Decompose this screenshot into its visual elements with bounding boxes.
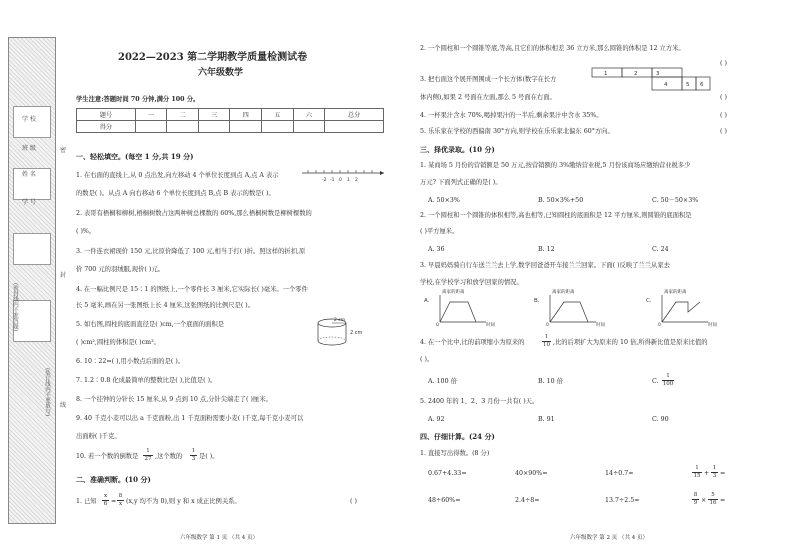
seal-mark-1: 密 [60, 147, 67, 154]
calc-fraction [692, 465, 702, 480]
fraction-numerator: 1 [662, 373, 674, 381]
net-face-label: 4 [664, 82, 668, 88]
fraction-numerator: 1 [191, 448, 196, 454]
judge-q1-text: (x,y 均不为 0),则 y 和 x 成正比例关系。 [126, 498, 241, 505]
judge-q1-prefix: 1. 已知 [76, 498, 97, 505]
page-1-footer: 六年级数学 第 1 页 （共 4 页） [180, 535, 258, 541]
net-face-label: 6 [700, 82, 704, 88]
number-line-figure [300, 164, 386, 184]
seal-mark-3: 线 [60, 402, 67, 409]
cube-net-figure [590, 66, 715, 92]
fraction-denominator: 9 [693, 500, 698, 506]
q3-line-b: 价 700 元的羽绒服,现价( )元。 [76, 266, 164, 273]
judge-q1-answer-box[interactable]: ( ) [350, 498, 357, 505]
q3-line-a: 3. 一件连衣裙现价 150 元,比原价降低了 100 元,相当于打( )折。照这样的折扣,原 [76, 248, 306, 255]
graph-b-ylabel: 离家的距离 [552, 290, 575, 295]
score-input-cell[interactable] [262, 121, 294, 133]
fraction-numerator: 1 [542, 334, 551, 342]
cylinder-diameter-label: 2 cm [334, 318, 346, 323]
fraction-denominator: 6 [103, 501, 108, 507]
score-table-header-row [77, 109, 384, 121]
choice-q2-line-a: 2. 一个圆柱和一个圆锥的体积相等,高也相等,已知圆柱的底面积是 12 平方厘米,则圆锥的底面积是 [420, 212, 692, 219]
choice-q4-option-a[interactable]: A. 100 倍 [428, 378, 457, 385]
graph-b-xlabel: 时间 [596, 323, 605, 328]
net-face-label: 2 [634, 71, 638, 77]
q10-fraction-2 [190, 448, 197, 463]
judge-q2-answer-box[interactable]: ( ) [720, 60, 727, 67]
page-subtitle: 六年级数学 [198, 68, 244, 78]
fraction-denominator: 100 [662, 381, 674, 387]
fraction-denominator: x [118, 501, 123, 507]
score-input-cell[interactable] [293, 121, 325, 133]
q8-line: 8. 一个挂钟的分针长 15 厘米,从 9 点到 10 点,分针尖端走了( )厘米。 [76, 396, 272, 403]
cylinder-figure [312, 316, 382, 348]
choice-q4-line-b: ( )。 [420, 356, 434, 363]
label-name: 姓 名 [22, 171, 36, 178]
graph-a-curve [440, 302, 476, 322]
graph-c-origin: 0 [658, 323, 661, 328]
score-cell: 题号 [77, 109, 136, 121]
q4-line-a: 4. 在一幅比例尺是 15∶1 的图纸上,一个零件长 3 厘米,它实际长( )毫米。一个零件 [76, 286, 308, 293]
score-cell: 三 [198, 109, 230, 121]
score-cell: 二 [167, 109, 199, 121]
net-face-label: 1 [604, 71, 608, 77]
q1-line-a: 1. 在右面的直线上,从 0 点出发,向左移动 4 个单位长度到点 A,点 A 表示 [76, 172, 279, 179]
calc-item: 14÷0.7= [605, 470, 634, 477]
choice-q1-option-c[interactable]: C. 50－50×3% [652, 197, 699, 204]
q10-prefix: 10. 若一个数的倒数是 [76, 453, 139, 460]
choice-q1-line-b: 万元? 下面列式正确的是( )。 [420, 179, 502, 186]
graph-a-origin: 0 [436, 323, 439, 328]
choice-q2-option-a[interactable]: A. 36 [428, 246, 445, 253]
fraction-denominator: 15 [693, 473, 701, 479]
choice-q4-option-c-fraction [662, 373, 674, 388]
fraction-denominator: 27 [144, 456, 152, 462]
graph-a-label: A. [424, 298, 430, 304]
calc-fraction [711, 465, 718, 480]
fraction-denominator: 10 [543, 342, 550, 348]
graph-a-xlabel: 时间 [486, 323, 495, 328]
calc-item: 48÷60%= [428, 497, 461, 504]
q4-line-b: 长 5 毫米,画在另一张图纸上长 4 厘米,这张图纸的比例尺是( )。 [76, 302, 255, 309]
choice-q1-option-b[interactable]: B. 50×3%+50 [538, 197, 584, 204]
fraction-numerator: 1 [712, 465, 717, 471]
score-input-cell[interactable] [198, 121, 230, 133]
q10-middle: ,这个数的 [155, 453, 183, 460]
fraction-denominator: 3 [191, 456, 196, 462]
judge-q5: 5. 乐乐家在学校的西偏南 30°方向,则学校在乐乐家北偏东 60°方向。 [420, 128, 614, 135]
choice-q3-line-b: 学校,在学校学习和放学回家的情况。 [420, 279, 523, 286]
score-table [76, 108, 384, 133]
nl-tick-label: 0 [339, 178, 342, 183]
q9-line-b: 出面粉( )千克。 [76, 433, 121, 440]
choice-q4-fraction [542, 334, 551, 349]
calc-intro: 1. 直接写出得数。(8 分) [420, 450, 490, 457]
judge-q3-line-b: 体内侧),如果 2 号面在左面,那么 5 号面在右面。 [420, 94, 556, 101]
choice-q4-option-c[interactable]: C. [652, 378, 659, 385]
fraction-denominator: 16 [709, 500, 717, 506]
fraction-numerator: 1 [143, 448, 153, 456]
net-face-label: 5 [686, 82, 690, 88]
score-input-cell[interactable] [167, 121, 199, 133]
graph-c-ylabel: 离家的距离 [664, 290, 687, 295]
score-cell: 四 [230, 109, 262, 121]
choice-q5: 5. 2400 年的 1、2、3 月份一共有( )天。 [420, 398, 539, 405]
graph-b-origin: 0 [546, 323, 549, 328]
fraction-numerator: x [103, 493, 108, 499]
choice-q5-option-c[interactable]: C. 90 [652, 416, 669, 423]
section-4-heading: 四、仔细计算。(24 分) [420, 432, 495, 441]
calc-equals: = [720, 470, 726, 477]
q2-line-b: ( )%。 [76, 228, 96, 235]
binding-strip [8, 37, 56, 524]
graph-c-label: C. [646, 298, 652, 304]
choice-q3-line-a: 3. 早晨妈妈骑自行车送兰兰去上学,数学回爸爸开车接兰兰回家。下面( )反映了兰兰从家去 [420, 262, 670, 269]
score-input-cell[interactable] [230, 121, 262, 133]
nl-tick-label: 2 [355, 178, 358, 183]
judge-q1-fraction-1 [102, 493, 109, 508]
choice-q1-line-a: 1. 某商场 5 月份的营销额是 50 万元,按营销额的 3%缴纳营业税,5 月份该商场应缴纳营业税多少 [420, 162, 691, 169]
choice-q5-option-a[interactable]: A. 92 [428, 416, 445, 423]
q10-suffix: 是( )。 [199, 453, 219, 460]
judge-q3-answer-box[interactable]: ( ) [720, 94, 727, 101]
cylinder-height-label: 2 cm [350, 330, 363, 336]
judge-q1-equals: = [111, 498, 117, 505]
nl-tick-label: 1 [347, 178, 350, 183]
q5-line-b: ( )cm²,圆柱的体积是( )cm³。 [76, 339, 160, 346]
section-2-heading: 二、准确判断。(10 分) [76, 475, 151, 484]
graph-a-ylabel: 离家的距离 [442, 290, 465, 295]
q7-line: 7. 1.2∶0.8 化成最简单的整数比是( ),比值是( )。 [76, 377, 217, 384]
net-face-label: 3 [656, 71, 660, 77]
choice-q4-prefix: 4. 在一个比中,比的前项缩小为原来的 [420, 339, 525, 346]
judge-q1-fraction-2 [117, 493, 124, 508]
choice-q1-option-a[interactable]: A. 50×3% [428, 197, 460, 204]
name-field[interactable] [13, 233, 51, 265]
q6-line: 6. 10∶22=( ),用小数点后面的是( )。 [76, 358, 185, 365]
score-cell: 得分 [77, 121, 136, 133]
calc-operator: + [704, 470, 710, 477]
calc-item: 40×90%= [515, 470, 548, 477]
calc-item: 0.67+4.33= [428, 470, 467, 477]
seal-mark-2: 封 [60, 272, 67, 279]
graph-c-xlabel: 时间 [708, 323, 717, 328]
judge-q4-answer-box[interactable]: ( ) [720, 112, 727, 119]
calc-item: 13.7÷2.5= [605, 497, 640, 504]
judge-q2: 2. 一个圆柱和一个圆锥等底,等高,且它们的体积相差 36 立方米,那么圆锥的体积是 12 立方米。 [420, 45, 685, 52]
fraction-denominator: 3 [712, 473, 717, 479]
exam-notice: 学生注意:答题时间 70 分钟,满分 100 分。 [76, 96, 200, 103]
binding-note-1: (密封线内不准答题) [12, 283, 18, 332]
q1-line-b: 的数是( )。从点 A 向右移动 6 个单位长度到点 B,点 B 表示的数是( )。 [76, 190, 275, 197]
choice-q2-line-b: ( )平方厘米。 [420, 228, 459, 235]
page-title: 2022—2023 第二学期教学质量检测试卷 [118, 52, 308, 63]
score-cell: 一 [135, 109, 167, 121]
section-3-heading: 三、择优录取。(10 分) [420, 145, 495, 154]
q9-line-a: 9. 40 千克小麦可以出 a 千克面粉,出 1 千克面粉需要小麦( )千克,每千克小麦可以 [76, 415, 304, 422]
label-school: 学 校 [22, 116, 36, 123]
choice-q4-suffix: ,比的后项扩大为原来的 10 倍,所得新比值是原来比值的 [553, 339, 708, 346]
nl-tick-label: -2 [322, 178, 327, 183]
calc-equals: = [720, 497, 726, 504]
choice-q4-option-b[interactable]: B. 10 倍 [538, 378, 563, 385]
calc-fraction [708, 492, 718, 507]
choice-q2-option-c[interactable]: C. 24 [652, 246, 669, 253]
score-cell: 总分 [325, 109, 384, 121]
score-cell: 六 [293, 109, 325, 121]
score-input-cell[interactable] [135, 121, 167, 133]
calc-item: 2.4÷8= [515, 497, 540, 504]
label-number: 学 号 [22, 199, 36, 206]
q10-fraction-1 [143, 448, 153, 463]
judge-q3-line-a: 3. 把右面这个展开图围成一个长方体(数字在长方 [420, 76, 557, 83]
graph-b-curve [550, 302, 588, 322]
judge-q4: 4. 一杯果汁含水 70%,喝掉果汁的一半后,剩余果汁中含水 35%。 [420, 112, 603, 119]
label-class: 班 级 [22, 145, 36, 152]
fraction-numerator: 8 [693, 492, 698, 498]
page-2-footer: 六年级数学 第 2 页 （共 4 页） [570, 535, 648, 541]
calc-operator: × [701, 497, 707, 504]
score-cell: 五 [262, 109, 294, 121]
section-1-heading: 一、轻松填空。(每空 1 分,共 19 分) [76, 152, 194, 161]
calc-fraction [692, 492, 699, 507]
fraction-numerator: 5 [708, 492, 718, 500]
score-input-cell[interactable] [325, 121, 384, 133]
graph-b-label: B. [534, 298, 540, 304]
binding-note-2: (装订线内不要填写) [44, 368, 50, 417]
score-table-score-row [77, 121, 384, 133]
q5-line-a: 5. 如右图,圆柱的底面直径是( )cm,一个底面的面积是 [76, 321, 225, 328]
q2-line-a: 2. 表哥有梧桐和柳树,梧桐树数占这两种树总棵数的 60%,那么梧桐树数是柳树棵数的 [76, 210, 312, 217]
distance-time-graphs [424, 288, 734, 332]
choice-q5-option-b[interactable]: B. 91 [538, 416, 555, 423]
choice-q2-option-b[interactable]: B. 12 [538, 246, 555, 253]
graph-c-curve [662, 302, 700, 322]
nl-tick-label: -1 [330, 178, 335, 183]
judge-q5-answer-box[interactable]: ( ) [720, 128, 727, 135]
fraction-numerator: 1 [692, 465, 702, 473]
fraction-numerator: 8 [118, 493, 123, 499]
